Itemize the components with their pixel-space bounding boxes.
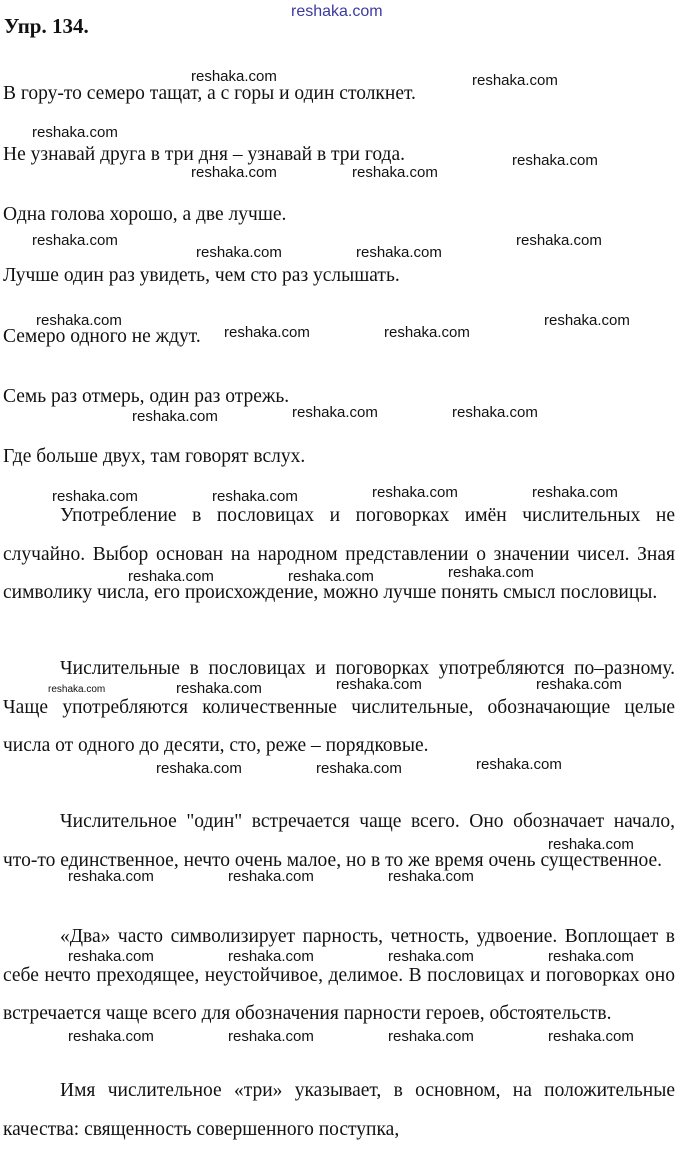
watermark: reshaka.com <box>228 948 314 965</box>
exercise-title: Упр. 134. <box>4 14 89 38</box>
watermark: reshaka.com <box>356 244 442 261</box>
proverb-7: Где больше двух, там говорят вслух. <box>3 446 306 467</box>
watermark: reshaka.com <box>52 488 138 505</box>
watermark: reshaka.com <box>128 568 214 585</box>
watermark: reshaka.com <box>476 756 562 773</box>
watermark: reshaka.com <box>388 868 474 885</box>
watermark: reshaka.com <box>336 676 422 693</box>
watermark: reshaka.com <box>288 568 374 585</box>
proverb-4: Лучше один раз увидеть, чем сто раз услышать. <box>3 265 400 286</box>
watermark: reshaka.com <box>548 836 634 853</box>
watermark: reshaka.com <box>291 3 383 20</box>
watermark: reshaka.com <box>352 164 438 181</box>
watermark: reshaka.com <box>36 312 122 329</box>
watermark: reshaka.com <box>512 152 598 169</box>
watermark: reshaka.com <box>516 232 602 249</box>
watermark: reshaka.com <box>191 68 277 85</box>
paragraph-3: Числительное "один" встречается чаще всего. Оно обозначает начало, что-то единственное, нечто очень малое, но в то же время очень существенное. <box>3 811 675 871</box>
watermark: reshaka.com <box>452 404 538 421</box>
proverb-5: Семеро одного не ждут. <box>3 326 201 347</box>
watermark: reshaka.com <box>68 868 154 885</box>
paragraph-1: Употребление в пословицах и поговорках имён числительных не случайно. Выбор основан на народном представлении о значении чисел. Зная символику числа, его происхождение, можно лучше понять смысл пословицы. <box>3 505 675 603</box>
watermark: reshaka.com <box>132 408 218 425</box>
proverb-1: В гору-то семеро тащат, а с горы и один столкнет. <box>3 83 416 104</box>
paragraph-5: Имя числительное «три» указывает, в основном, на положительные качества: священность совершенного поступка, <box>3 1080 675 1140</box>
watermark: reshaka.com <box>536 676 622 693</box>
watermark: reshaka.com <box>196 244 282 261</box>
proverb-3: Одна голова хорошо, а две лучше. <box>3 204 287 225</box>
watermark: reshaka.com <box>176 680 262 697</box>
watermark: reshaka.com <box>388 1028 474 1045</box>
proverb-6: Семь раз отмерь, один раз отрежь. <box>3 386 290 407</box>
watermark: reshaka.com <box>68 1028 154 1045</box>
watermark: reshaka.com <box>191 164 277 181</box>
watermark: reshaka.com <box>384 324 470 341</box>
watermark: reshaka.com <box>228 1028 314 1045</box>
watermark: reshaka.com <box>156 760 242 777</box>
watermark: reshaka.com <box>448 564 534 581</box>
paragraph-2: Числительные в пословицах и поговорках употребляются по–разному. Чаще употребляются количественные числительные, обозначающие целые числа от одного до десяти, сто, реже – порядковые. <box>3 658 675 756</box>
watermark: reshaka.com <box>532 484 618 501</box>
paragraph-4: «Два» часто символизирует парность, четность, удвоение. Воплощает в себе нечто преходящее, неустойчивое, делимое. В пословицах и поговорках оно встречается чаще всего для обозначения парности героев, обстоятельств. <box>3 926 675 1024</box>
watermark: reshaka.com <box>316 760 402 777</box>
watermark: reshaka.com <box>548 948 634 965</box>
watermark: reshaka.com <box>544 312 630 329</box>
watermark: reshaka.com <box>68 948 154 965</box>
watermark: reshaka.com <box>372 484 458 501</box>
watermark: reshaka.com <box>212 488 298 505</box>
watermark: reshaka.com <box>224 324 310 341</box>
watermark: reshaka.com <box>32 124 118 141</box>
watermark: reshaka.com <box>48 684 106 695</box>
watermark: reshaka.com <box>472 72 558 89</box>
watermark: reshaka.com <box>388 948 474 965</box>
watermark: reshaka.com <box>228 868 314 885</box>
watermark: reshaka.com <box>32 232 118 249</box>
watermark: reshaka.com <box>292 404 378 421</box>
watermark: reshaka.com <box>548 1028 634 1045</box>
proverb-2: Не узнавай друга в три дня – узнавай в три года. <box>3 144 406 165</box>
